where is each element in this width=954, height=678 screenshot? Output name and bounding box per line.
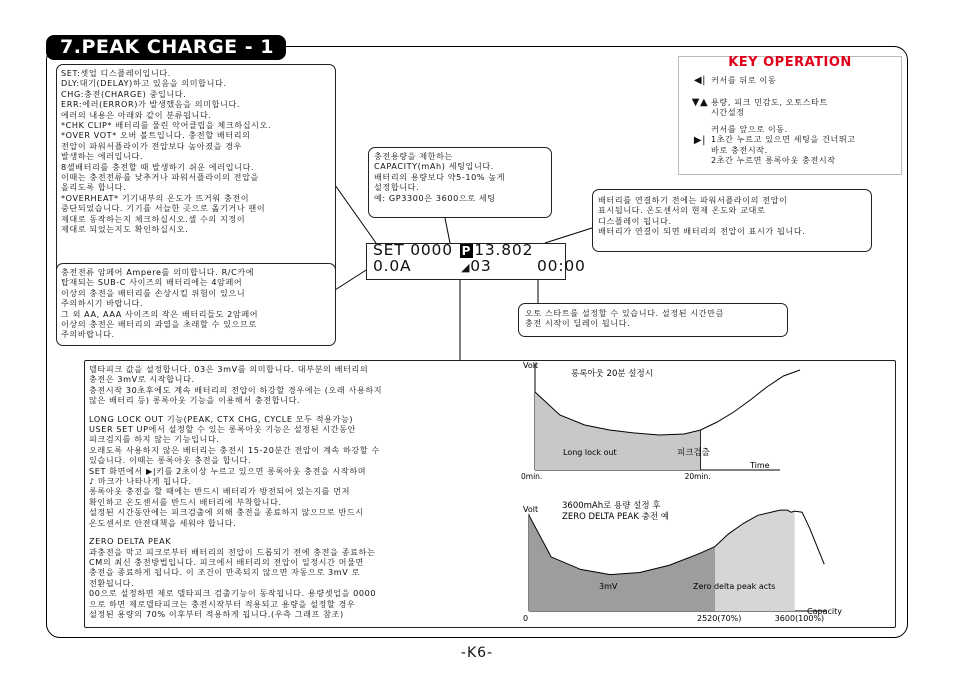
long-lockout-line: USER SET UP에서 설정할 수 있는 롱록아웃 기능은 설정된 시간동안 bbox=[89, 424, 356, 435]
lcd-row-1 bbox=[373, 241, 534, 259]
voltage-note-line: 디스플레이 됩니다. bbox=[598, 215, 672, 226]
capacity-note bbox=[368, 147, 552, 218]
key-row-text: 1초간 누르고 있으면 세팅을 건너뛰고 bbox=[711, 134, 856, 145]
current-note-line: 주의하시기 바랍니다. bbox=[61, 298, 144, 309]
lcd-current: 0.0A bbox=[373, 257, 412, 275]
key-operation-panel bbox=[678, 56, 902, 175]
display-status-note bbox=[56, 64, 336, 278]
chart-xlabel: Time bbox=[750, 461, 770, 470]
voltage-note-line: 표시됩니다. 온도센서의 현재 온도와 교대로 bbox=[598, 205, 766, 216]
zero-delta-line: 00으로 설정하면 제로 델타피크 검출기능이 동작됩니다. 용량셋업을 0000 bbox=[89, 588, 377, 599]
chart-title: 롱록아웃 20분 설정시 bbox=[571, 369, 653, 379]
lcd-delta-peak: 03 bbox=[470, 257, 492, 275]
delta-peak-line: 델타피크 값을 설정합니다. 03은 3mV를 의미합니다. 대부분의 배터리의 bbox=[89, 364, 369, 374]
status-note-line: *CHK CLIP* 배터리를 물린 악어클립을 체크하십시오. bbox=[61, 120, 272, 131]
capacity-note-line: 충전용량을 제한하는 bbox=[374, 151, 453, 161]
zero-delta-shaded-area bbox=[715, 510, 795, 611]
delta-peak-line: 않은 배터리 등) 롱록아웃 기능을 이용해서 충전합니다. bbox=[89, 395, 301, 406]
delta-peak-line: 충전은 3mV로 시작합니다. bbox=[89, 374, 195, 385]
key-row-text: 2초간 누르면 롱록아웃 충전시작 bbox=[711, 155, 836, 166]
current-note-line: 주의바랍니다. bbox=[61, 329, 115, 340]
chart-title: ZERO DELTA PEAK 충전 예 bbox=[562, 512, 669, 522]
lcd-signal-icon: ◢ bbox=[460, 261, 471, 274]
status-note-line: 전압이 파워서플라이가 전압보다 높아졌을 경우 bbox=[61, 140, 243, 151]
status-note-line: 올리도록 합니다. bbox=[61, 182, 127, 193]
page-number: -K6- bbox=[460, 645, 494, 661]
current-note-line: 탑재되는 SUB-C 사이즈의 배터리에는 4암페어 bbox=[61, 277, 243, 288]
long-lockout-line: 온도센서로 안전대책을 세워야 합니다. bbox=[89, 517, 237, 528]
zero-delta-line: 전환됩니다. bbox=[89, 577, 135, 588]
key-row-text: 커서를 뒤로 이동 bbox=[711, 75, 777, 85]
x-tick-label: 2520(70%) bbox=[697, 614, 742, 623]
x-tick-label: 0min. bbox=[521, 472, 543, 481]
current-note-line: 이상의 충전을 배터리를 손상시킬 위험이 있으니 bbox=[61, 287, 246, 298]
long-lockout-line: 확인하고 온도센서를 반드시 배터리에 부착합니다. bbox=[89, 496, 282, 507]
status-note-line: 제대로 동작하는지 체크하십시오.셀 수의 지정이 bbox=[61, 213, 246, 224]
status-note-line: *OVER VOT* 오버 볼트입니다. 충전할 배터리의 bbox=[61, 130, 251, 141]
long-lockout-line: 롱록아웃 충전을 할 때에는 반드시 배터리가 방전되어 있는지를 먼저 bbox=[89, 486, 351, 497]
annotation-3mv: 3mV bbox=[599, 582, 618, 591]
leader-line-voltage bbox=[545, 228, 592, 243]
status-note-line: CHG:충전(CHARGE) 중입니다. bbox=[61, 88, 187, 99]
status-note-line: *OVERHEAT* 기기내부의 온도가 뜨거워 충전이 bbox=[61, 192, 250, 203]
status-note-line: DLY:대기(DELAY)하고 있음을 의미합니다. bbox=[61, 78, 227, 89]
forward-key-icon: ▶| bbox=[693, 135, 707, 146]
autostart-note-line: 오토 스타트를 설정할 수 있습니다. 설정된 시간만큼 bbox=[525, 308, 725, 318]
long-lockout-line: 있습니다. 이때는 롱록아웃 충전을 합니다. bbox=[89, 455, 252, 466]
lcd-voltage: 13.802 bbox=[474, 241, 534, 259]
status-note-line: 이때는 충전전류를 낮추거나 파워서플라이의 전압을 bbox=[61, 172, 259, 183]
key-row-text: 용량, 피크 민감도, 오토스타트 bbox=[711, 97, 828, 107]
chart-xlabel: Capacity bbox=[807, 607, 842, 616]
zero-delta-line: 으로 하면 제로델타피크는 충전시작부터 적용되고 용량을 설정할 경우 bbox=[89, 598, 356, 609]
voltage-note bbox=[592, 189, 872, 252]
pre-70-shaded-area bbox=[529, 515, 715, 611]
current-note-line: 그 외 AA, AAA 사이즈의 작은 배터리들도 2암페어 bbox=[61, 308, 259, 319]
zero-delta-line: CM의 최신 충전방법입니다. 피크에서 배터리의 전압이 일정시간 머물면 bbox=[89, 556, 364, 567]
long-lockout-line: ♪ 마크가 나타나게 됩니다. bbox=[89, 476, 192, 487]
key-row-back bbox=[689, 75, 776, 86]
long-lockout-line: 설정된 시간동안에는 피크검출에 의해 충전을 종료하지 않으므로 반드시 bbox=[89, 507, 364, 518]
zero-delta-chart bbox=[515, 494, 855, 626]
back-key-icon: ◀| bbox=[693, 75, 707, 86]
chart-ylabel: Volt bbox=[523, 505, 539, 514]
zero-delta-line: 충전을 종료하게 됩니다. 이 조건이 만족되지 않으면 자동으로 3mV 로 bbox=[89, 567, 360, 578]
status-note-line: 중단되었습니다. 기기를 서늘한 곳으로 옮기거나 팬이 bbox=[61, 203, 266, 214]
key-row-updown bbox=[689, 97, 828, 118]
key-row-text: 바로 충전시작. bbox=[711, 144, 768, 155]
chart-ylabel: Volt bbox=[523, 361, 539, 370]
x-tick-label: 3600(100%) bbox=[774, 614, 825, 623]
annotation-zero-delta: Zero delta peak acts bbox=[693, 582, 776, 591]
capacity-note-line: 배터리의 용량보다 약5-10% 높게 bbox=[374, 171, 506, 182]
status-note-line: 에러의 내용은 아래와 같이 분류됩니다. bbox=[61, 109, 212, 120]
long-lockout-chart bbox=[515, 356, 815, 484]
annotation-peak-detect: 피크검출 bbox=[677, 448, 710, 458]
long-lockout-heading: LONG LOCK OUT 기능(PEAK, CTX CHG, CYCLE 모두 적용가능) bbox=[89, 413, 354, 424]
page-title: 7.PEAK CHARGE - 1 bbox=[46, 35, 286, 60]
lcd-row-2 bbox=[373, 257, 586, 275]
long-lockout-line: 피크검지를 하지 않는 기능입니다. bbox=[89, 434, 220, 445]
zero-delta-line: 과충전을 막고 피크로부터 배터리의 전압이 드롭되기 전에 충전을 종료하는 bbox=[89, 546, 376, 557]
key-row-text: 커서를 앞으로 이동. bbox=[711, 124, 788, 134]
voltage-note-line: 배터리가 연결이 되면 배터리의 전압이 표시가 됩니다. bbox=[598, 226, 806, 237]
chart-title: 3600mAh로 용량 설정 후 bbox=[562, 501, 661, 511]
lcd-p-badge: P bbox=[461, 244, 472, 258]
leader-line-capacity bbox=[445, 218, 450, 243]
long-lockout-line: 오래도록 사용하지 않은 배터리는 충전시 15-20분간 전압이 계속 하강할 수 bbox=[89, 444, 380, 455]
status-note-line: SET:셋업 디스플레이입니다. bbox=[61, 68, 171, 78]
key-operation-title: KEY OPERATION bbox=[728, 55, 852, 70]
capacity-note-line: 설정합니다. bbox=[374, 182, 420, 193]
status-note-line: ERR:에러(ERROR)가 발생했음을 의미합니다. bbox=[61, 99, 241, 110]
capacity-note-line: 예: GP3300은 3600으로 세팅 bbox=[374, 192, 496, 203]
delta-peak-text bbox=[89, 364, 469, 619]
status-note-line: 발생하는 에러입니다. bbox=[61, 151, 144, 162]
current-note-line: 이상의 충전은 배터리의 과열을 초래할 수 있으므로 bbox=[61, 319, 257, 330]
up-down-key-icon: ▼▲ bbox=[691, 97, 709, 108]
capacity-note-line: CAPACITY(mAh) 세팅입니다. bbox=[374, 161, 494, 172]
key-row-text: 시간설정 bbox=[711, 107, 745, 118]
voltage-note-line: 배터리를 연결하기 전에는 파워서플라이의 전압이 bbox=[598, 195, 788, 205]
delta-peak-line: 충전시작 30초후에도 계속 배터리의 전압이 하강할 경우에는 (오래 사용하지 bbox=[89, 384, 383, 395]
key-row-forward bbox=[689, 124, 856, 166]
current-note bbox=[56, 263, 336, 346]
status-note-line: 제대로 되었는지도 확인하십시오. bbox=[61, 224, 189, 235]
lcd-set-label: SET 0000 bbox=[373, 241, 453, 259]
zero-delta-line: 설정된 용량의 70% 이후부터 적용하게 됩니다.(우측 그래프 참조) bbox=[89, 608, 344, 619]
autostart-note-line: 충전 시작이 딜레이 됩니다. bbox=[525, 318, 631, 329]
x-tick-label: 0 bbox=[523, 614, 529, 623]
autostart-note bbox=[518, 303, 788, 337]
lcd-timer: 00:00 bbox=[537, 257, 586, 275]
current-note-line: 충전전류 암페어 Ampere를 의미합니다. R/C카에 bbox=[61, 267, 255, 277]
annotation-long-lockout: Long lock out bbox=[563, 448, 617, 457]
x-tick-label: 20min. bbox=[684, 472, 711, 481]
long-lockout-line: SET 화면에서 ▶|키를 2초이상 누르고 있으면 롱록아웃 충전을 시작하며 bbox=[89, 465, 367, 476]
status-note-line: 8셀배터리를 충전할 때 발생하기 쉬운 에러입니다. bbox=[61, 161, 255, 172]
lcd-display bbox=[366, 241, 586, 280]
zero-delta-heading: ZERO DELTA PEAK bbox=[89, 536, 172, 547]
